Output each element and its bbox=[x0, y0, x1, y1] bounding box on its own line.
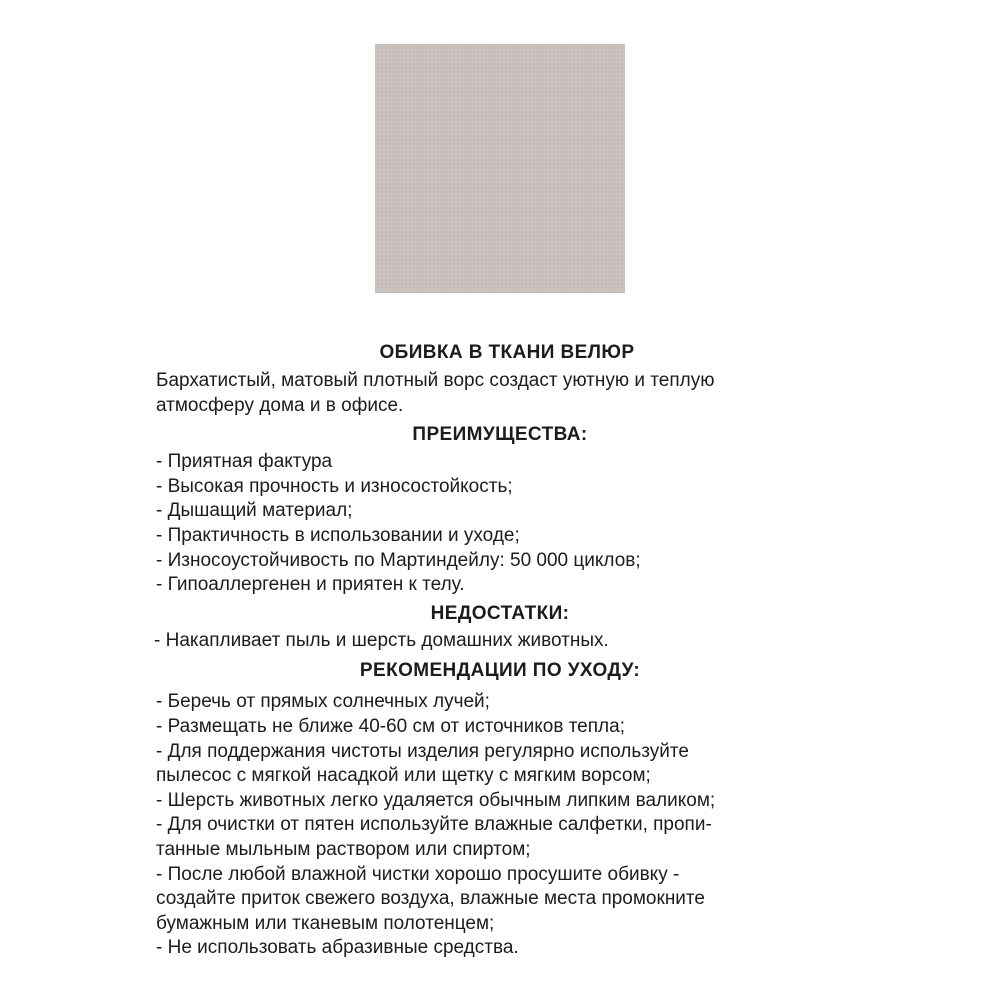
list-item: - Шерсть животных легко удаляется обычным липким валиком; bbox=[156, 789, 716, 811]
list-item: - Приятная фактура bbox=[156, 451, 333, 473]
fabric-swatch-image bbox=[375, 44, 625, 293]
list-item: танные мыльным раствором или спиртом; bbox=[156, 838, 531, 860]
list-item: - Не использовать абразивные средства. bbox=[156, 937, 519, 959]
list-item: - Износоустойчивость по Мартиндейлу: 50 000 циклов; bbox=[156, 549, 641, 571]
advantages-list bbox=[0, 450, 1000, 598]
intro-paragraph bbox=[0, 369, 1000, 418]
list-item: бумажным или тканевым полотенцем; bbox=[156, 912, 495, 934]
list-item: - Размещать не ближе 40-60 см от источников тепла; bbox=[156, 715, 625, 737]
list-item: - Практичность в использовании и уходе; bbox=[156, 524, 520, 546]
list-item: создайте приток свежего воздуха, влажные места промокните bbox=[156, 888, 705, 910]
disadvantages-heading: НЕДОСТАТКИ: bbox=[430, 602, 570, 624]
list-item: - Для поддержания чистоты изделия регулярно используйте bbox=[156, 740, 689, 762]
care-heading: РЕКОМЕНДАЦИИ ПО УХОДУ: bbox=[359, 660, 641, 682]
list-item: - Гипоаллергенен и приятен к телу. bbox=[156, 574, 465, 596]
care-list bbox=[0, 690, 1000, 961]
list-item: - Накапливает пыль и шерсть домашних животных. bbox=[154, 629, 609, 651]
advantages-heading: ПРЕИМУЩЕСТВА: bbox=[412, 424, 588, 446]
list-item: - Беречь от прямых солнечных лучей; bbox=[156, 691, 490, 713]
list-item: - Высокая прочность и износостойкость; bbox=[156, 475, 513, 497]
intro-line: атмосферу дома и в офисе. bbox=[156, 394, 404, 416]
main-title: ОБИВКА В ТКАНИ ВЕЛЮР bbox=[379, 342, 635, 363]
list-item: - Дышащий материал; bbox=[156, 500, 353, 522]
disadvantages-list bbox=[0, 629, 1000, 654]
intro-line: Бархатистый, матовый плотный ворс создаст уютную и теплую bbox=[156, 370, 715, 391]
list-item: - Для очистки от пятен используйте влажные салфетки, пропи- bbox=[156, 814, 712, 836]
list-item: - После любой влажной чистки хорошо просушите обивку - bbox=[156, 863, 680, 885]
list-item: пылесос с мягкой насадкой или щетку с мягким ворсом; bbox=[156, 765, 651, 787]
description-block bbox=[0, 338, 1000, 961]
